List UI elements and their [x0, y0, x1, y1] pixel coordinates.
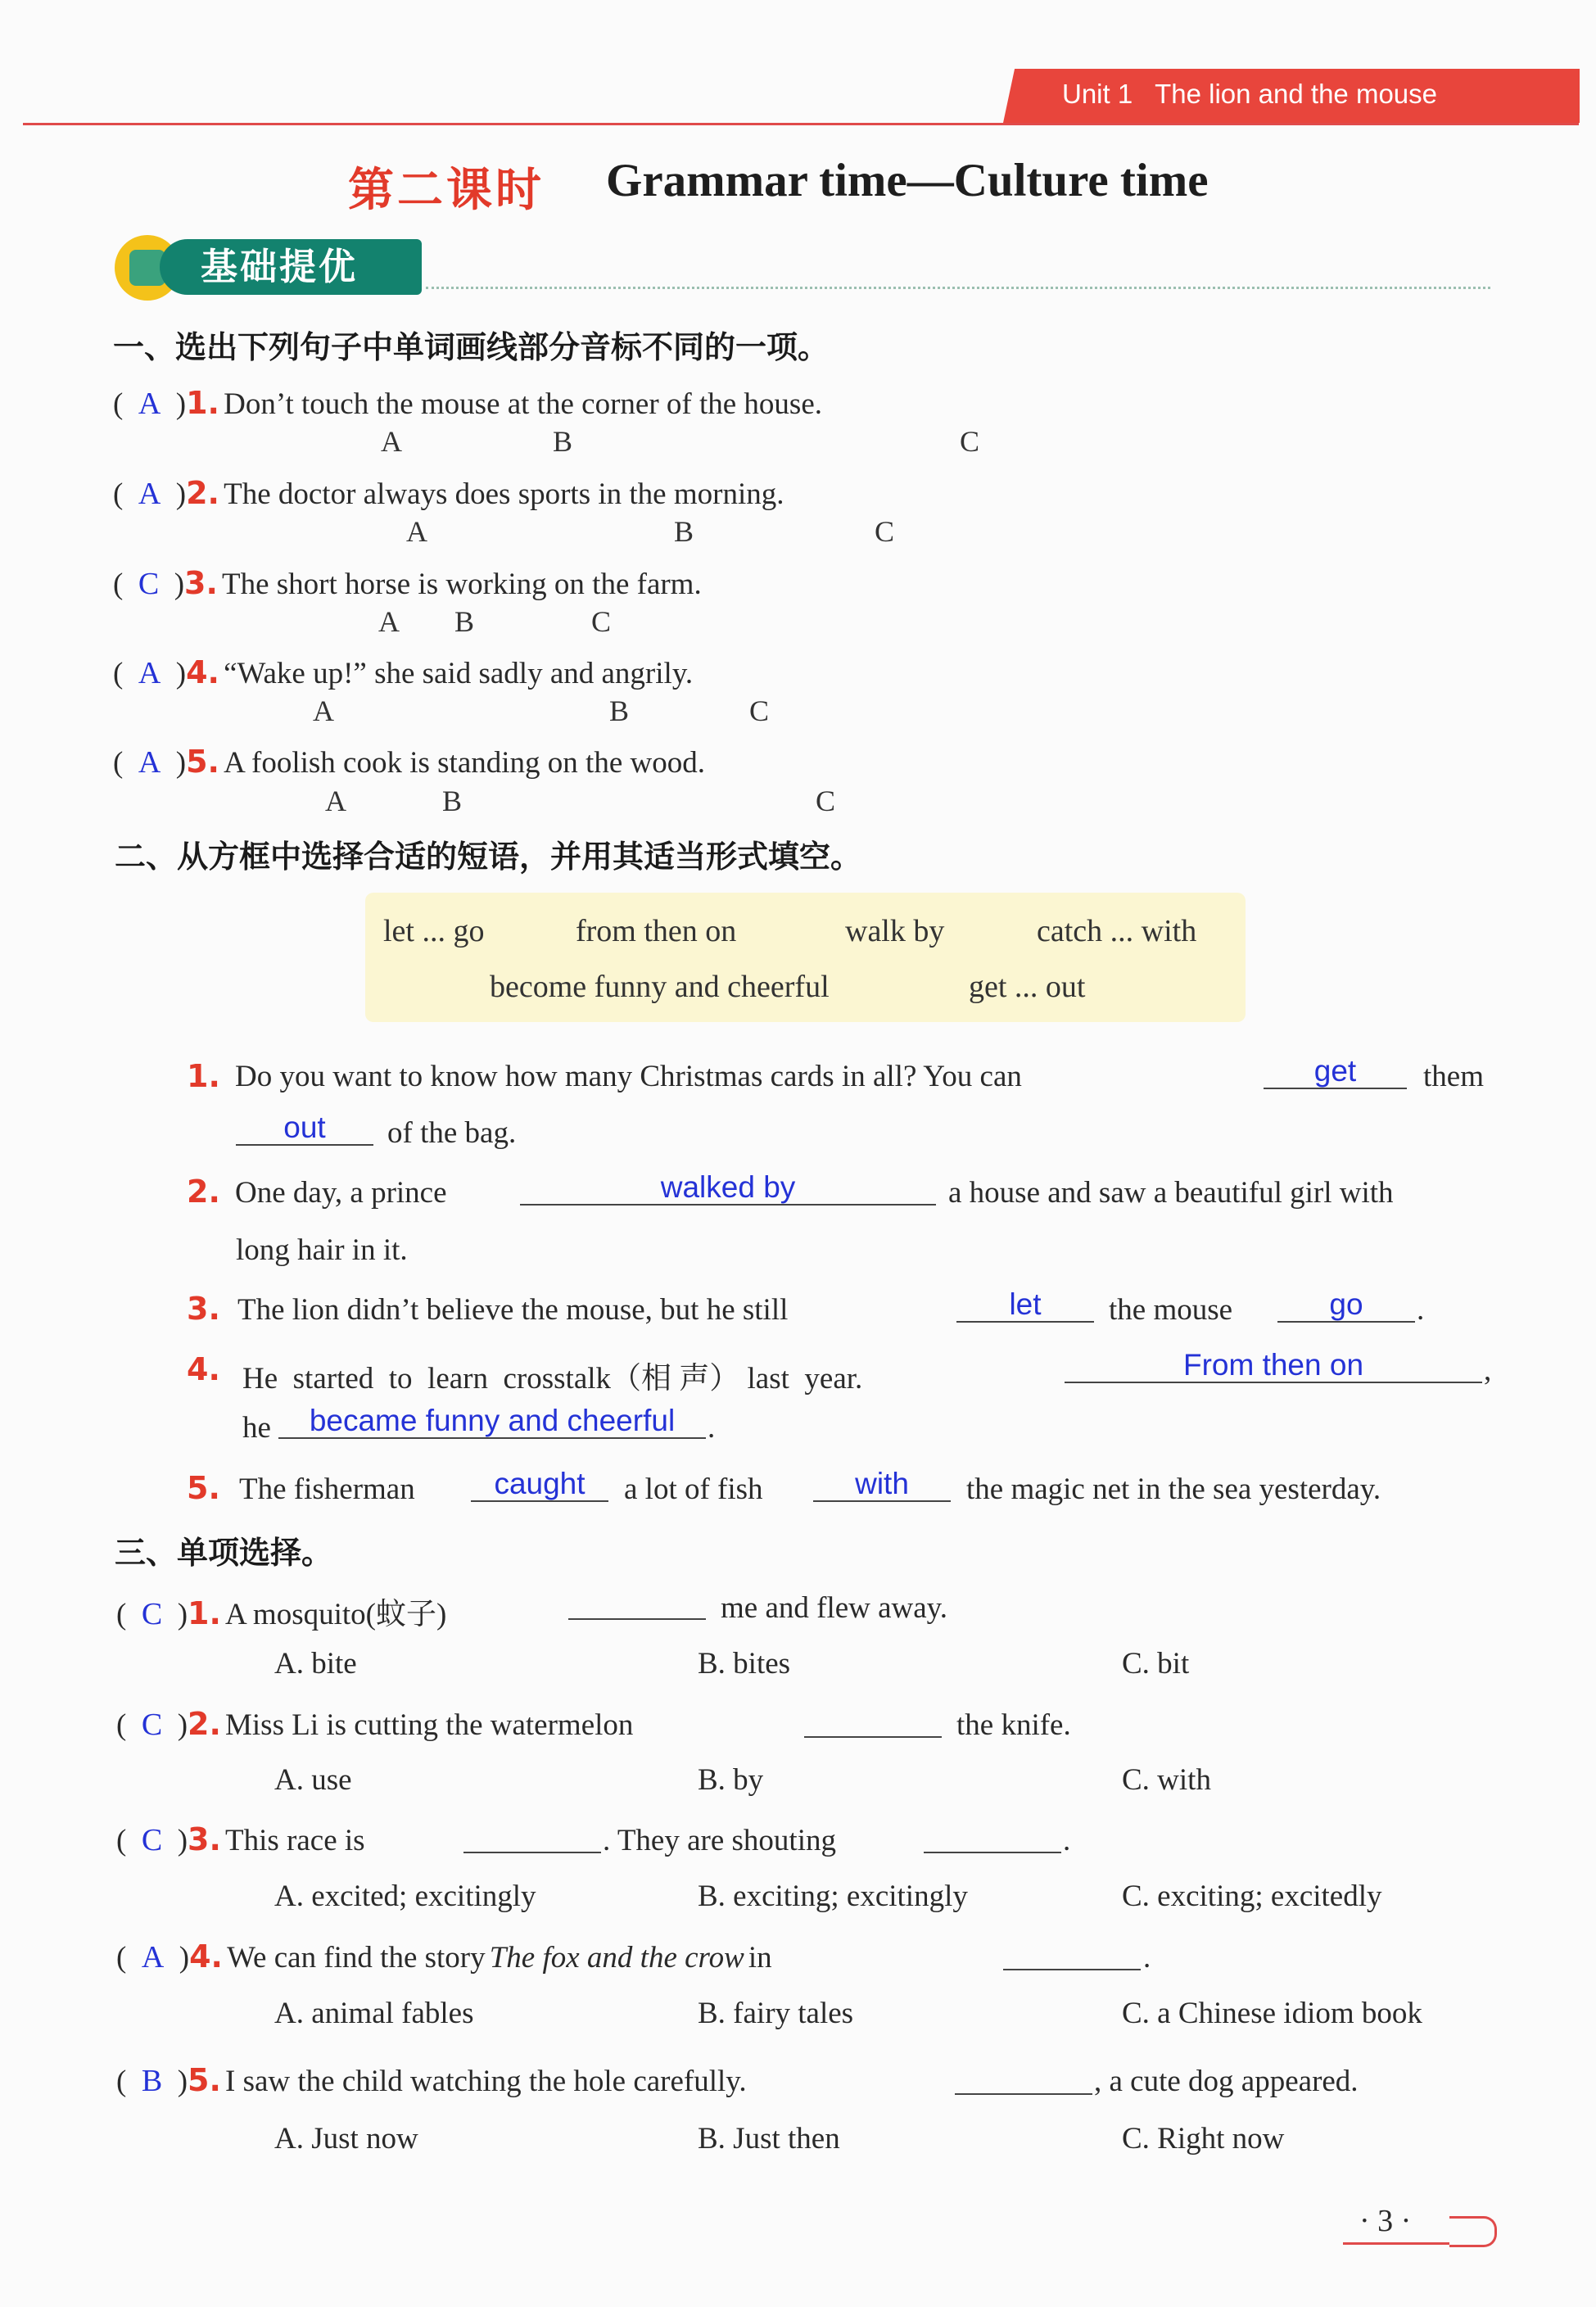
option-b[interactable]: B. exciting; excitingly [698, 1880, 968, 1913]
phrase: catch ... with [1037, 914, 1197, 948]
option-b[interactable]: B. fairy tales [698, 1997, 854, 2030]
s1-q3: ( C )3. The short horse is working on the farm. [113, 565, 702, 601]
phrase: from then on [576, 914, 737, 948]
fill-blank[interactable]: became funny and cheerful [278, 1405, 706, 1439]
s1-q1: ( A )1. Don’t touch the mouse at the corner of the house. [113, 385, 822, 421]
unit-label: Unit 1 The lion and the mouse [1062, 79, 1438, 109]
s3-q2: ( C )2. Miss Li is cutting the watermelon [116, 1706, 634, 1742]
s1-q2: ( A )2. The doctor always does sports in the morning. [113, 475, 784, 511]
s3-q5: ( B )5. I saw the child watching the hole carefully. [116, 2062, 747, 2098]
choice-blank [1003, 1969, 1141, 1970]
option-c[interactable]: C. a Chinese idiom book [1122, 1997, 1422, 2030]
fill-blank[interactable]: with [813, 1468, 951, 1502]
s1-q5: ( A )5. A foolish cook is standing on the wood. [113, 744, 705, 780]
s3-q3: ( C )3. This race is [116, 1821, 365, 1857]
section3-title: 三、单项选择。 [115, 1535, 333, 1571]
option-a[interactable]: A. bite [274, 1647, 357, 1680]
page-number: · 3 · [1359, 2204, 1412, 2238]
phrase: let ... go [383, 914, 485, 948]
choice-blank [463, 1852, 601, 1853]
option-c[interactable]: C. exciting; excitedly [1122, 1880, 1382, 1913]
fill-blank[interactable]: let [956, 1288, 1094, 1323]
option-a[interactable]: A. use [274, 1763, 352, 1797]
phrase: become funny and cheerful [490, 970, 830, 1004]
option-a[interactable]: A. animal fables [274, 1997, 474, 2030]
answer: A [138, 387, 161, 421]
fill-blank[interactable]: out [236, 1111, 373, 1146]
choice-blank [804, 1736, 942, 1738]
page-number-line [1343, 2242, 1449, 2245]
section1-title: 一、选出下列句子中单词画线部分音标不同的一项。 [113, 329, 830, 365]
s3-q1: ( C )1. A mosquito(蚊子) [116, 1595, 447, 1631]
fill-blank[interactable]: caught [471, 1468, 608, 1502]
fill-blank[interactable]: get [1264, 1055, 1407, 1089]
option-a[interactable]: A. Just now [274, 2122, 418, 2155]
fill-blank[interactable]: go [1277, 1288, 1415, 1323]
option-b[interactable]: B. Just then [698, 2122, 840, 2155]
option-c[interactable]: C. bit [1122, 1647, 1190, 1680]
s3-q4: ( A )4. We can find the story The fox and the crow in [116, 1938, 772, 1975]
dotted-divider [426, 287, 1490, 289]
choice-blank [924, 1852, 1061, 1853]
option-b[interactable]: B. by [698, 1763, 764, 1797]
header-divider [23, 123, 1579, 125]
option-c[interactable]: C. with [1122, 1763, 1211, 1797]
section-badge: 基础提优 [160, 239, 422, 295]
lesson-title-en: Grammar time—Culture time [606, 155, 1209, 206]
phrase: get ... out [969, 970, 1086, 1004]
fill-blank[interactable]: walked by [520, 1171, 936, 1206]
phrase: walk by [845, 914, 945, 948]
page-number-curve [1449, 2216, 1497, 2247]
option-b[interactable]: B. bites [698, 1647, 791, 1680]
section2-title: 二、从方框中选择合适的短语，并用其适当形式填空。 [115, 839, 862, 875]
choice-blank [955, 2093, 1092, 2095]
lesson-title-cn: 第二课时 [348, 164, 545, 217]
choice-blank [568, 1618, 706, 1620]
s1-q4: ( A )4. “Wake up!” she said sadly and angrily. [113, 654, 694, 690]
option-c[interactable]: C. Right now [1122, 2122, 1285, 2155]
fill-blank[interactable]: From then on [1065, 1349, 1482, 1383]
option-a[interactable]: A. excited; excitingly [274, 1880, 536, 1913]
